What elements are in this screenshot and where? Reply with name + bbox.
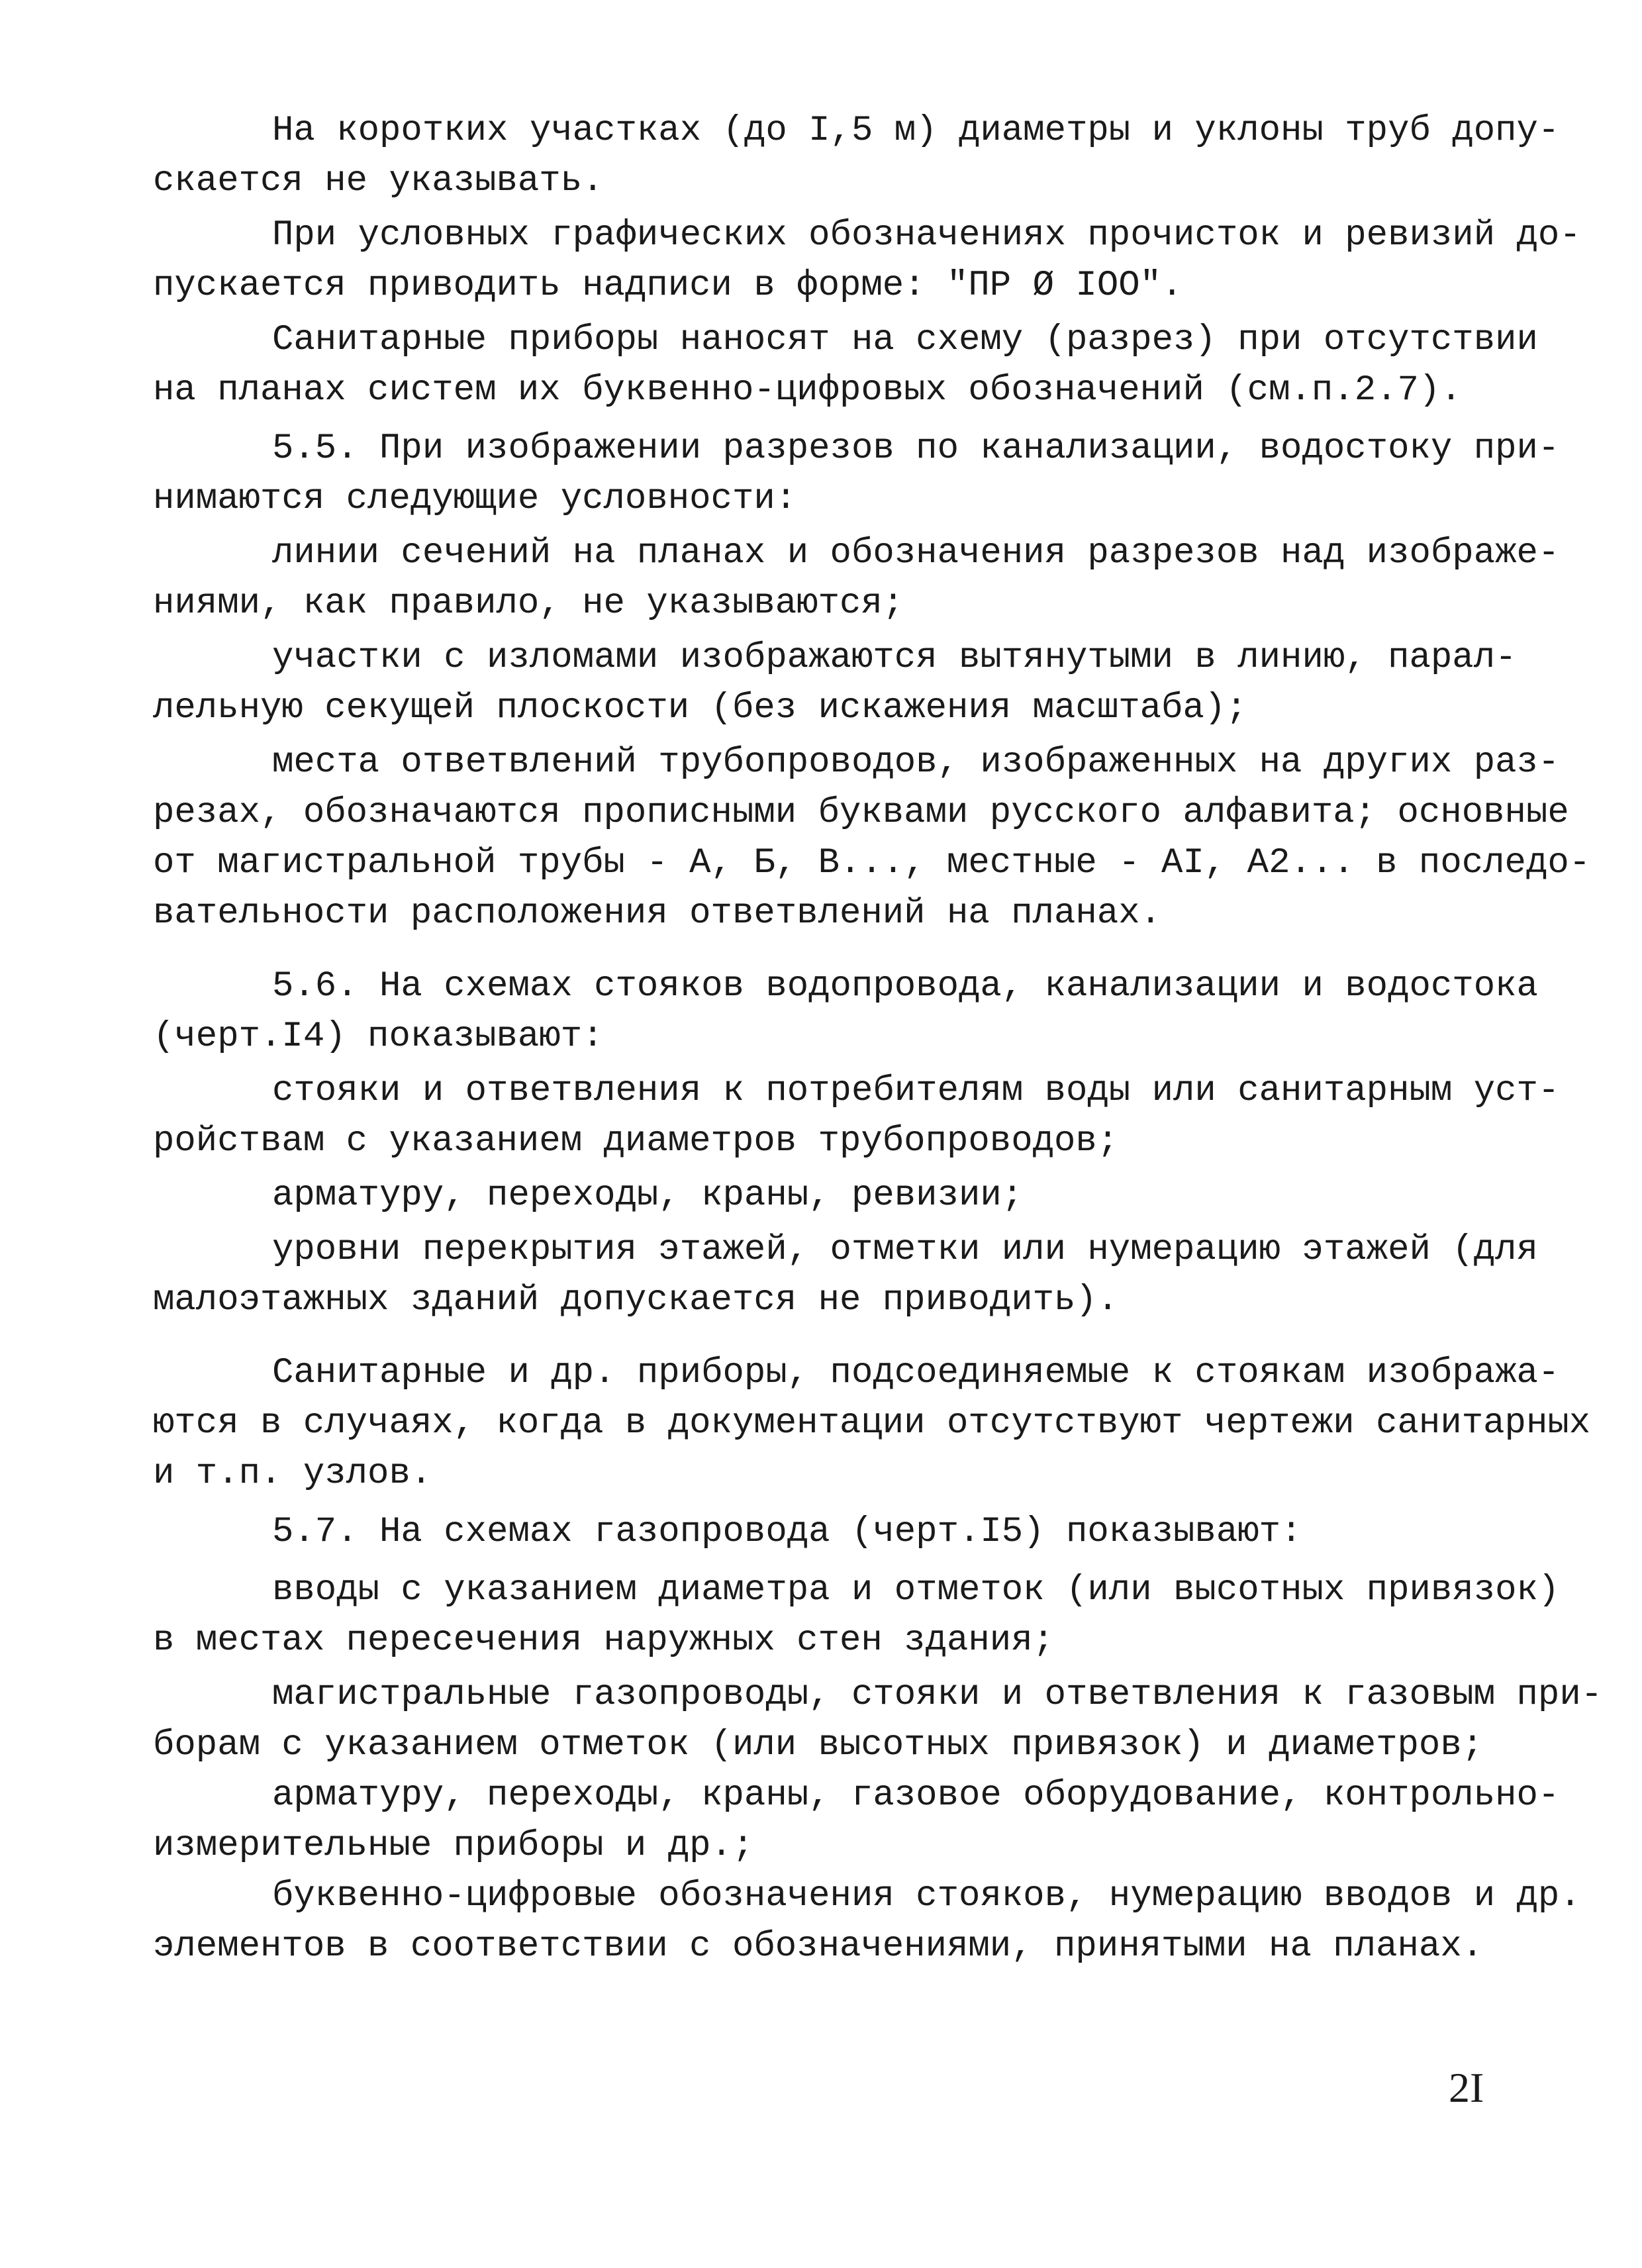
paragraph	[153, 211, 1581, 311]
paragraph	[153, 1348, 1591, 1499]
body-text	[153, 106, 1603, 1972]
paragraph	[153, 1225, 1543, 1326]
text-line: в местах пересечения наружных стен здания;	[153, 1620, 1055, 1661]
text-line: и т.п. узлов.	[153, 1454, 432, 1494]
paragraph	[153, 1871, 1581, 1972]
paragraph	[153, 315, 1543, 416]
text-line: арматуру, переходы, краны, ревизии;	[272, 1175, 1024, 1216]
text-line: резах, обозначаются прописными буквами русского алфавита; основные	[153, 793, 1569, 833]
paragraph	[153, 528, 1560, 629]
text-line: При условных графических обозначениях прочисток и ревизий до-	[272, 215, 1581, 256]
paragraph	[153, 1171, 1543, 1221]
paragraph	[153, 1771, 1560, 1871]
paragraph	[153, 1507, 1543, 1557]
paragraph	[153, 1670, 1603, 1771]
text-line: 5.6. На схемах стояков водопровода, канализации и водостока	[272, 966, 1538, 1007]
text-line: элементов в соответствии с обозначениями, принятыми на планах.	[153, 1926, 1484, 1967]
text-line: пускается приводить надписи в форме: "ПР Ø IOO".	[153, 266, 1183, 306]
text-line: буквенно-цифровые обозначения стояков, нумерацию вводов и др.	[272, 1876, 1581, 1916]
text-line: На коротких участках (до I,5 м) диаметры и уклоны труб допу-	[272, 111, 1560, 151]
page-number: 2I	[1449, 2064, 1484, 2111]
paragraph	[153, 106, 1560, 207]
text-line: Санитарные и др. приборы, подсоединяемые к стоякам изобража-	[272, 1353, 1560, 1393]
paragraph	[153, 961, 1543, 1062]
text-line: стояки и ответвления к потребителям воды или санитарным уст-	[272, 1071, 1560, 1111]
text-line: Санитарные приборы наносят на схему (разрез) при отсутствии	[272, 320, 1538, 360]
text-line: магистральные газопроводы, стояки и ответвления к газовым при-	[272, 1675, 1603, 1715]
text-line: уровни перекрытия этажей, отметки или нумерацию этажей (для	[272, 1230, 1538, 1270]
text-line: измерительные приборы и др.;	[153, 1826, 754, 1866]
text-line: участки с изломами изображаются вытянутыми в линию, парал-	[272, 638, 1517, 678]
text-line: арматуру, переходы, краны, газовое оборудование, контрольно-	[272, 1775, 1560, 1816]
text-line: 5.5. При изображении разрезов по канализации, водостоку при-	[272, 428, 1560, 469]
text-line: борам с указанием отметок (или высотных привязок) и диаметров;	[153, 1725, 1484, 1765]
paragraph	[153, 1565, 1560, 1666]
paragraph	[153, 633, 1543, 734]
text-line: места ответвлений трубопроводов, изображенных на других раз-	[272, 742, 1560, 783]
text-line: ются в случаях, когда в документации отсутствуют чертежи санитарных	[153, 1403, 1591, 1444]
paragraph	[153, 424, 1560, 524]
text-line: скается не указывать.	[153, 161, 604, 201]
text-line: на планах систем их буквенно-цифровых обозначений (см.п.2.7).	[153, 370, 1462, 411]
paragraph	[153, 1066, 1560, 1167]
text-line: ниями, как правило, не указываются;	[153, 583, 904, 624]
text-line: малоэтажных зданий допускается не приводить).	[153, 1280, 1119, 1320]
text-line: 5.7. На схемах газопровода (черт.I5) показывают:	[272, 1512, 1302, 1552]
text-line: лельную секущей плоскости (без искажения масштаба);	[153, 688, 1247, 728]
text-line: (черт.I4) показывают:	[153, 1016, 604, 1057]
text-line: от магистральной трубы - А, Б, В..., местные - АI, А2... в последо-	[153, 843, 1591, 883]
text-line: вводы с указанием диаметра и отметок (или высотных привязок)	[272, 1570, 1560, 1610]
text-line: вательности расположения ответвлений на планах.	[153, 893, 1162, 934]
paragraph	[153, 738, 1591, 939]
text-line: линии сечений на планах и обозначения разрезов над изображе-	[272, 533, 1560, 573]
text-line: ройствам с указанием диаметров трубопроводов;	[153, 1121, 1119, 1161]
text-line: нимаются следующие условности:	[153, 479, 797, 519]
